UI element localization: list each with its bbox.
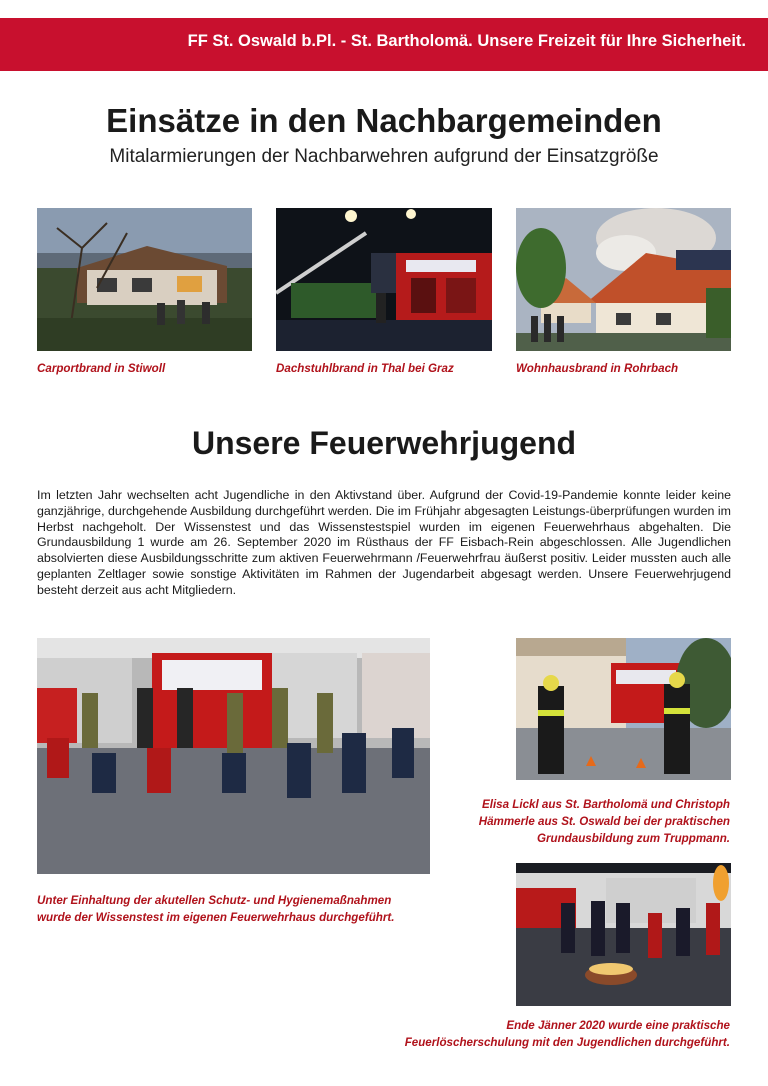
photo-extinguisher-training: [516, 863, 731, 1006]
section1-subtitle: Mitalarmierungen der Nachbarwehren aufgrund der Einsatzgröße: [109, 146, 659, 167]
photo-youth-group: [37, 638, 430, 874]
caption-training-2: Hämmerle aus St. Oswald bei der praktischen: [478, 815, 730, 828]
caption-group-2: wurde der Wissenstest im eigenen Feuerwehrhaus durchgeführt.: [37, 911, 395, 924]
banner-text: FF St. Oswald b.Pl. - St. Bartholomä. Unsere Freizeit für Ihre Sicherheit.: [187, 32, 746, 50]
section2-title: Unsere Feuerwehrjugend: [191, 425, 577, 461]
photo-carport-fire: [37, 208, 252, 351]
photo-house-fire: [516, 208, 731, 351]
caption-house-fire: Wohnhausbrand in Rohrbach: [516, 362, 679, 375]
caption-training-3: Grundausbildung zum Truppmann.: [536, 832, 730, 845]
caption-carport-fire: Carportbrand in Stiwoll: [37, 362, 166, 375]
caption-group-1: Unter Einhaltung der akutellen Schutz- und Hygienemaßnahmen: [37, 894, 392, 907]
caption-training-1: Elisa Lickl aus St. Bartholomä und Christoph: [481, 798, 730, 811]
caption-fire-1: Ende Jänner 2020 wurde eine praktische: [506, 1019, 730, 1032]
caption-fire-2: Feuerlöscherschulung mit den Jugendlichen durchgeführt.: [404, 1036, 730, 1049]
photo-training: [516, 638, 731, 780]
section2-body-text: Im letzten Jahr wechselten acht Jugendliche in den Aktivstand über. Aufgrund der Covid-19-Pandemie konnte leider keine ganzjährige, durchgehende Ausbildung durchgeführt werden. Die im Frühjahr abgesagten Leistungs-überprüfungen wurden im Herbst nachgeholt. Der Wissenstest und das Wissenstestspiel wurden im eigenen Feuerwehrhaus abgehalten. Die Grundausbildung 1 wurde am 26. September 2020 im Rüsthaus der FF Eisbach-Rein abgeschlossen. Alle Jugendlichen absolvierten diese Ausbildungsschritte zum aktiven Feuerwehrmann /Feuerwehrfrau äußerst positiv. Leider mussten auch alle geplanten Zeltlager sowie sonstige Aktivitäten im Rahmen der Jugendarbeit abgesagt werden. Unsere Feuerwehrjugend besteht derzeit aus acht Mitgliedern.: [37, 488, 731, 597]
section1-title: Einsätze in den Nachbargemeinden: [106, 102, 662, 139]
header-banner: [0, 18, 768, 71]
photo-roof-fire: [276, 208, 492, 351]
caption-roof-fire: Dachstuhlbrand in Thal bei Graz: [276, 362, 454, 375]
